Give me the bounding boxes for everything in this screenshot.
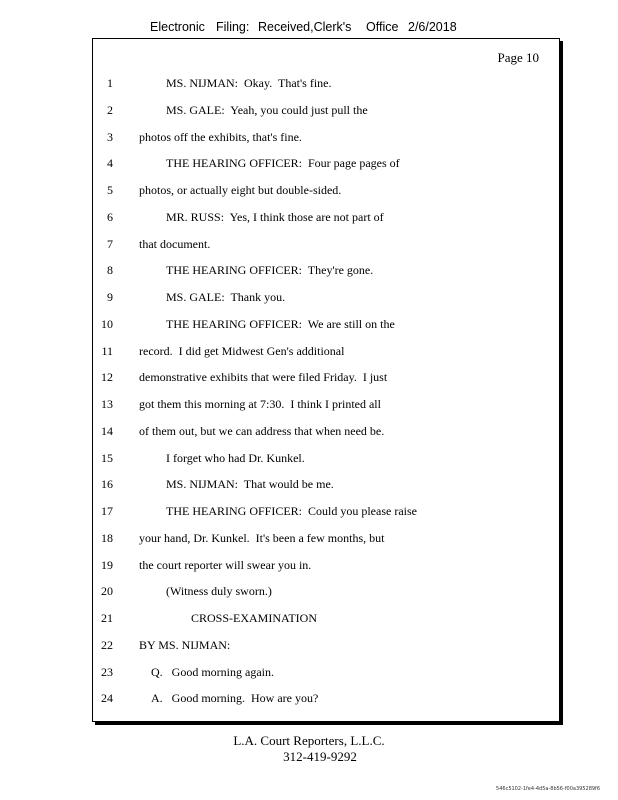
transcript-line (93, 691, 559, 707)
line-text: MS. NIJMAN: Okay. That's fine. (166, 76, 332, 90)
line-number: 14 (101, 423, 113, 438)
line-text: THE HEARING OFFICER: They're gone. (166, 263, 374, 278)
page-number: Page 10 (497, 50, 539, 65)
line-text: that document. (139, 236, 211, 251)
line-text: BY MS. NIJMAN: (139, 637, 231, 652)
transcript-line (93, 397, 559, 413)
line-number: 19 (101, 557, 113, 572)
transcript-line (93, 558, 559, 574)
line-text: I forget who had Dr. Kunkel. (166, 450, 305, 465)
transcript-line (93, 531, 559, 547)
transcript-line (93, 424, 559, 440)
line-number: 13 (101, 397, 113, 411)
line-text: A. Good morning. How are you? (151, 691, 319, 706)
transcript-line (93, 344, 559, 360)
line-number: 24 (101, 691, 113, 706)
header-word-date: 2/6/2018 (408, 20, 457, 34)
line-number: 12 (101, 370, 113, 385)
line-text: photos off the exhibits, that's fine. (139, 129, 302, 144)
line-number: 15 (101, 450, 113, 465)
transcript-line (93, 477, 559, 493)
filing-stamp-header (0, 20, 618, 36)
line-number: 21 (101, 611, 113, 625)
line-number: 3 (107, 129, 113, 144)
line-text: demonstrative exhibits that were filed Friday. I just (139, 370, 388, 385)
line-text: THE HEARING OFFICER: We are still on the (166, 316, 395, 331)
line-text: your hand, Dr. Kunkel. It's been a few months, but (139, 530, 385, 545)
transcript-line (93, 584, 559, 600)
line-text: photos, or actually eight but double-sided. (139, 183, 342, 197)
line-text: record. I did get Midwest Gen's additional (139, 343, 345, 358)
line-text: Q. Good morning again. (151, 664, 274, 679)
line-number: 17 (101, 504, 113, 518)
header-word-electronic: Electronic (150, 20, 205, 34)
line-number: 4 (107, 156, 113, 171)
transcript-line (93, 665, 559, 681)
transcript-line (93, 130, 559, 146)
line-number: 11 (101, 343, 113, 358)
line-number: 16 (101, 477, 113, 492)
line-number: 22 (101, 637, 113, 652)
transcript-line (93, 290, 559, 306)
transcript-line (93, 103, 559, 119)
line-number: 23 (101, 664, 113, 679)
line-text: MS. GALE: Thank you. (166, 290, 286, 304)
line-text: the court reporter will swear you in. (139, 557, 312, 572)
transcript-line (93, 451, 559, 467)
transcript-page (92, 38, 560, 722)
transcript-line (93, 76, 559, 92)
line-text: got them this morning at 7:30. I think I printed all (139, 397, 381, 411)
transcript-line (93, 317, 559, 333)
header-word-received: Received,Clerk's (258, 20, 352, 34)
line-text: CROSS-EXAMINATION (191, 611, 318, 625)
line-number: 1 (107, 76, 113, 90)
transcript-line (93, 210, 559, 226)
reporter-company: L.A. Court Reporters, L.L.C. (233, 733, 385, 748)
line-number: 18 (101, 530, 113, 545)
header-word-filing: Filing: (216, 20, 250, 34)
transcript-line (93, 638, 559, 654)
line-text: of them out, but we can address that when need be. (139, 423, 385, 438)
line-text: THE HEARING OFFICER: Four page pages of (166, 156, 400, 171)
line-text: MS. GALE: Yeah, you could just pull the (166, 102, 368, 117)
line-number: 2 (107, 102, 113, 117)
line-text: THE HEARING OFFICER: Could you please raise (166, 504, 417, 518)
line-number: 6 (107, 209, 113, 224)
transcript-line (93, 611, 559, 627)
transcript-line (93, 370, 559, 386)
transcript-line (93, 183, 559, 199)
line-text: MS. NIJMAN: That would be me. (166, 477, 334, 492)
transcript-line (93, 156, 559, 172)
line-number: 10 (101, 316, 113, 331)
document-id-code: 546c5102-1fe4-4d5a-8b56-f00a395289f6 (496, 786, 600, 792)
transcript-line (93, 504, 559, 520)
line-text: (Witness duly sworn.) (166, 584, 272, 599)
line-number: 20 (101, 584, 113, 599)
transcript-line (93, 263, 559, 279)
line-number: 7 (107, 236, 113, 251)
reporter-phone: 312-419-9292 (283, 749, 357, 764)
transcript-line (93, 237, 559, 253)
line-text: MR. RUSS: Yes, I think those are not part of (166, 209, 384, 224)
line-number: 8 (107, 263, 113, 278)
line-number: 5 (107, 183, 113, 197)
line-number: 9 (107, 290, 113, 304)
header-word-office: Office (366, 20, 399, 34)
